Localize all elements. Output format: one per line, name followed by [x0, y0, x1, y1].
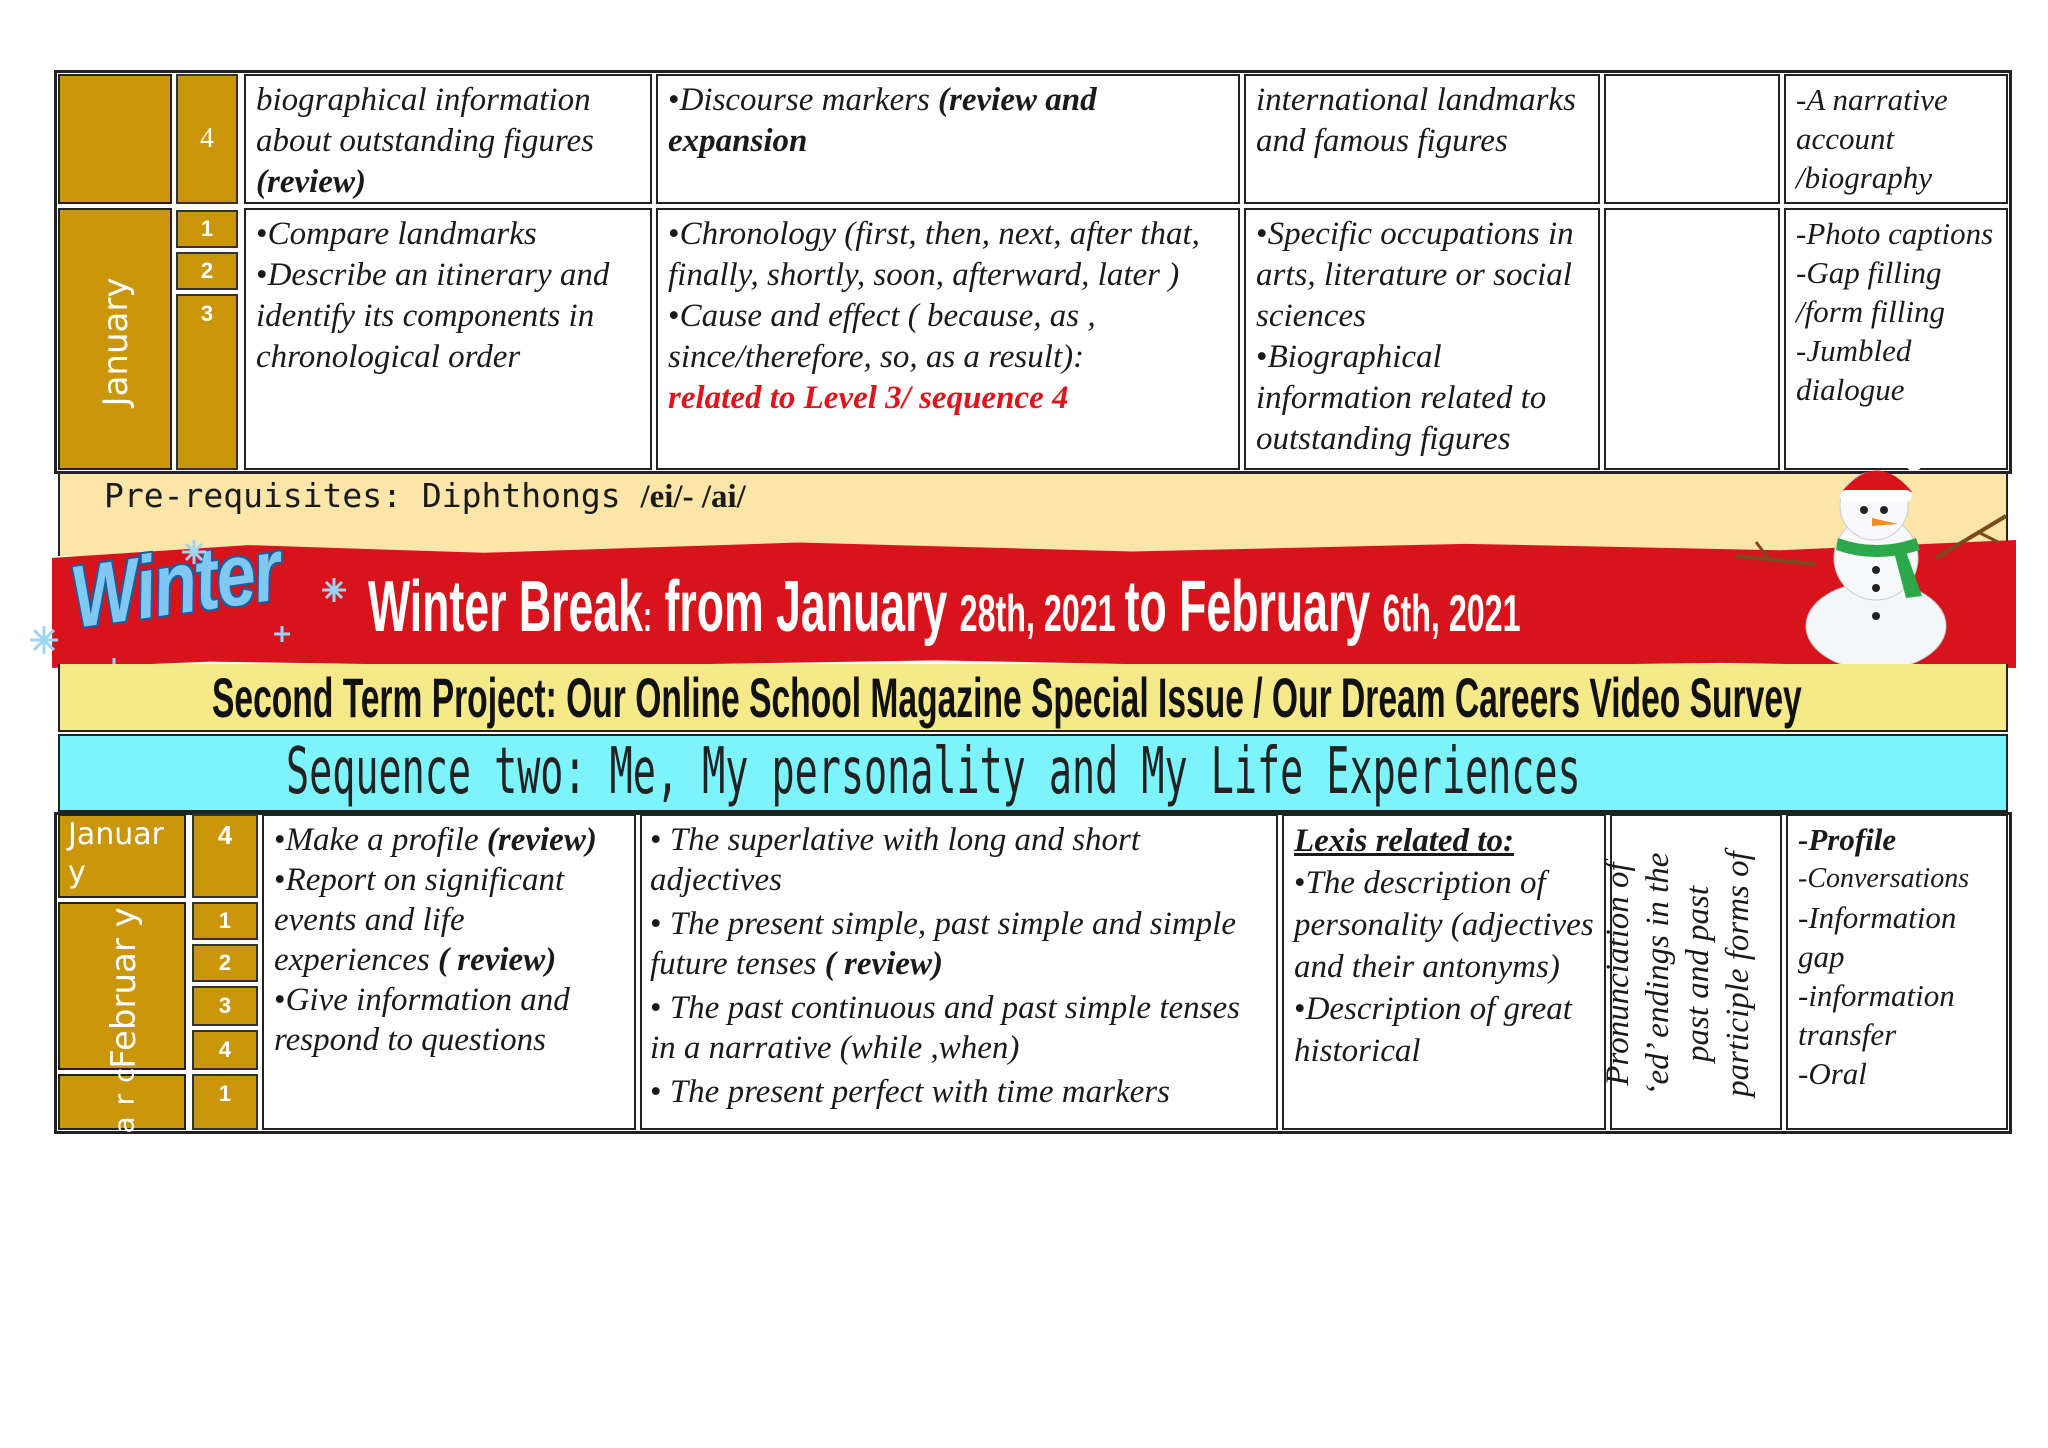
- task-item: -Oral: [1798, 1056, 1867, 1091]
- week-number: 1: [192, 1074, 258, 1130]
- objective-item: Make a profile: [285, 822, 487, 858]
- task-cell: [1786, 814, 2008, 1130]
- month-cell-january: [58, 814, 186, 898]
- pronunciation-cell: [1604, 208, 1780, 470]
- task-item: -Jumbled dialogue: [1796, 333, 1912, 407]
- lexis-item: Biographical information related to outstanding figures: [1256, 339, 1547, 457]
- task-item: -Conversations: [1798, 863, 1970, 894]
- task-item: -information transfer: [1798, 978, 1955, 1052]
- lexis-cell: international landmarks and famous figures: [1244, 74, 1600, 204]
- grammar-item: The past continuous and past simple tenses in a narrative (while ,when): [650, 990, 1240, 1066]
- week-number: 4: [176, 74, 238, 204]
- lexis-cell: [1244, 208, 1600, 470]
- grammar-item: The present perfect with time markers: [661, 1074, 1170, 1110]
- bullet: [668, 82, 680, 118]
- task-item: -Information gap: [1798, 900, 1957, 974]
- grammar-cell: • Discourse markers (review and expansion: [656, 74, 1240, 204]
- week-number: 1: [192, 902, 258, 940]
- month-label-january: Januar y: [68, 817, 164, 890]
- objective-item: Describe an itinerary and identify its components in chronological order: [256, 257, 610, 375]
- month-cell-january: [58, 208, 172, 470]
- week-number: 2: [192, 944, 258, 982]
- snowflake-icons: [14, 530, 354, 680]
- objective-cell: • Make a profile (review) • Report on significant events and life experiences ( review) • Give information and respond to questions: [262, 814, 636, 1130]
- snowman-icon: [1716, 446, 2016, 668]
- objective-item: Report on significant events and life experiences: [274, 862, 565, 978]
- grammar-item: The superlative with long and short adjectives: [650, 822, 1141, 898]
- month-label-march: a r c: [107, 1067, 141, 1134]
- month-cell-february: [58, 902, 186, 1070]
- month-label-february: Februar y: [104, 907, 144, 1069]
- lexis-heading: Lexis related to:: [1294, 823, 1514, 859]
- task-cell: [1784, 208, 2008, 470]
- lexis-cell: [1282, 814, 1606, 1130]
- grammar-item: Chronology (first, then, next, after that, finally, shortly, soon, afterward, later ): [668, 216, 1200, 293]
- task-item: -Profile: [1798, 822, 1897, 857]
- project-text: Second Term Project: Our Online School Magazine Special Issue / Our Dream Careers Video Survey: [212, 666, 1802, 729]
- grammar-item: The present simple, past simple and simple future tenses: [650, 906, 1236, 982]
- grammar-cell: [656, 208, 1240, 470]
- grammar-cell: • The superlative with long and short adjectives • The present simple, past simple and simple future tenses ( review) • The past continuous and past simple tenses in a narrative (while ,when) • The present perfect with time markers: [640, 814, 1278, 1130]
- prereq-text: Pre-requisites: Diphthongs /ei/- /ai/: [104, 476, 746, 515]
- week-number: 3: [192, 986, 258, 1026]
- pronunciation-cell: [1604, 74, 1780, 204]
- pronunciation-vertical-text: Pronunciation of ‘ed’ endings in the past and past participle forms of: [1600, 851, 1756, 1097]
- week-number: 1: [176, 210, 238, 248]
- objective-item: Compare landmarks: [267, 216, 537, 252]
- month-cell-january-top: [58, 74, 172, 204]
- week-number: 4: [192, 1030, 258, 1070]
- grammar-note: related to Level 3/ sequence 4: [668, 380, 1069, 416]
- sequence-title: Sequence two: Me, My personality and My Life Experiences: [286, 735, 1581, 809]
- objective-cell: [244, 208, 652, 470]
- month-label-january: January: [96, 277, 136, 407]
- task-item: -Gap filling /form filling: [1796, 255, 1945, 329]
- winter-badge: Winter: [65, 519, 286, 647]
- lexis-item: The description of personality (adjectives and their antonyms): [1294, 865, 1594, 985]
- task-item: -Photo captions: [1796, 216, 1994, 251]
- pronunciation-cell: [1600, 814, 1782, 1130]
- objective-cell: biographical information about outstanding figures (review): [244, 74, 652, 204]
- week-number: 3: [176, 294, 238, 470]
- grammar-item: Cause and effect ( because, as , since/therefore, so, as a result):: [668, 298, 1096, 375]
- lexis-item: Specific occupations in arts, literature or social sciences: [1256, 216, 1574, 334]
- month-cell-march: [58, 1067, 186, 1134]
- objective-item: Give information and respond to questions: [274, 982, 570, 1058]
- winter-break-text: Winter Break: from January 28th, 2021 to February 6th, 2021: [368, 567, 1521, 647]
- task-cell: -A narrative account /biography: [1784, 74, 2008, 204]
- lexis-item: Description of great historical: [1294, 991, 1572, 1069]
- week-number: 2: [176, 252, 238, 290]
- week-number: 4: [192, 814, 258, 898]
